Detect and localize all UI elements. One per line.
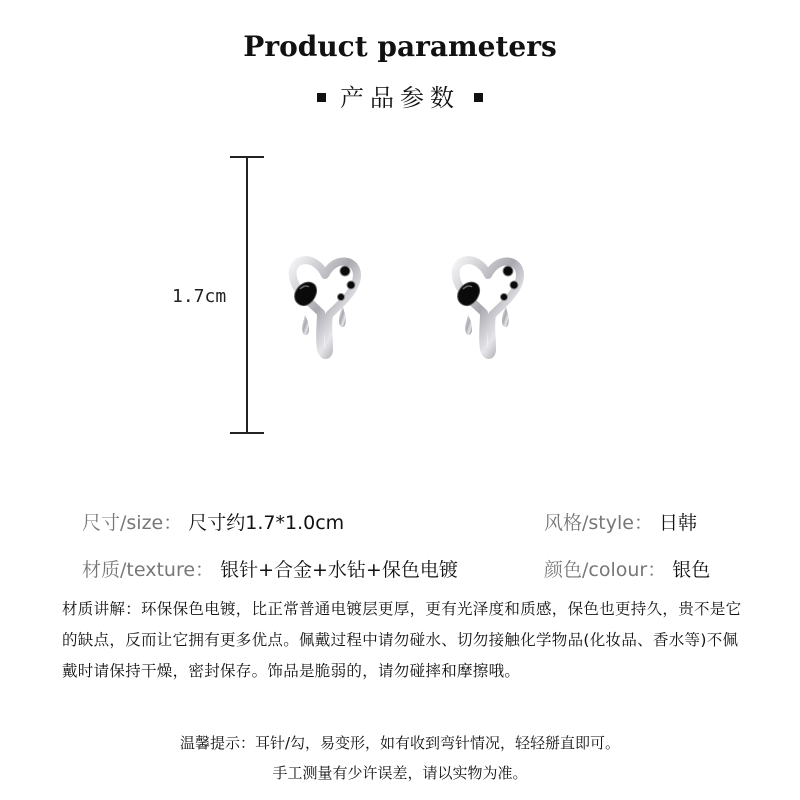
square-bullet-icon bbox=[474, 93, 483, 102]
colour-label: 颜色/colour： bbox=[544, 559, 667, 581]
colour-value: 银色 bbox=[672, 559, 711, 581]
param-size bbox=[82, 508, 344, 535]
param-style bbox=[544, 508, 697, 535]
param-colour bbox=[544, 555, 710, 582]
subtitle: 产品参数 bbox=[340, 84, 460, 112]
tip-line-1: 温馨提示：耳针/勾，易变形，如有收到弯针情况，轻轻掰直即可。 bbox=[179, 734, 621, 752]
ruler-line bbox=[246, 156, 248, 434]
size-value: 尺寸约1.7*1.0cm bbox=[188, 512, 345, 534]
style-label: 风格/style： bbox=[544, 512, 653, 534]
page-title: Product parameters bbox=[243, 30, 557, 63]
style-value: 日韩 bbox=[659, 512, 698, 534]
square-bullet-icon bbox=[317, 93, 326, 102]
dimension-label: 1.7cm bbox=[172, 286, 227, 307]
subtitle-row bbox=[0, 78, 800, 113]
size-label: 尺寸/size： bbox=[82, 512, 183, 534]
dimension-ruler bbox=[230, 156, 264, 434]
texture-value: 银针+合金+水钻+保色电镀 bbox=[220, 559, 458, 581]
heart-earring-image bbox=[285, 245, 365, 365]
material-description: 材质讲解：环保保色电镀，比正常普通电镀层更厚，更有光泽度和质感，保色也更持久，贵不是它的缺点，反而让它拥有更多优点。佩戴过程中请勿碰水、切勿接触化学物品(化妆品、香水等)不佩戴时请保持干燥，密封保存。饰品是脆弱的，请勿碰摔和摩擦哦。 bbox=[62, 600, 742, 680]
texture-label: 材质/texture： bbox=[82, 559, 215, 581]
param-texture bbox=[82, 555, 458, 582]
ruler-cap-bottom bbox=[230, 432, 264, 434]
tip-line-2: 手工测量有少许误差，请以实物为准。 bbox=[272, 764, 528, 782]
heart-earring-image bbox=[448, 245, 528, 365]
